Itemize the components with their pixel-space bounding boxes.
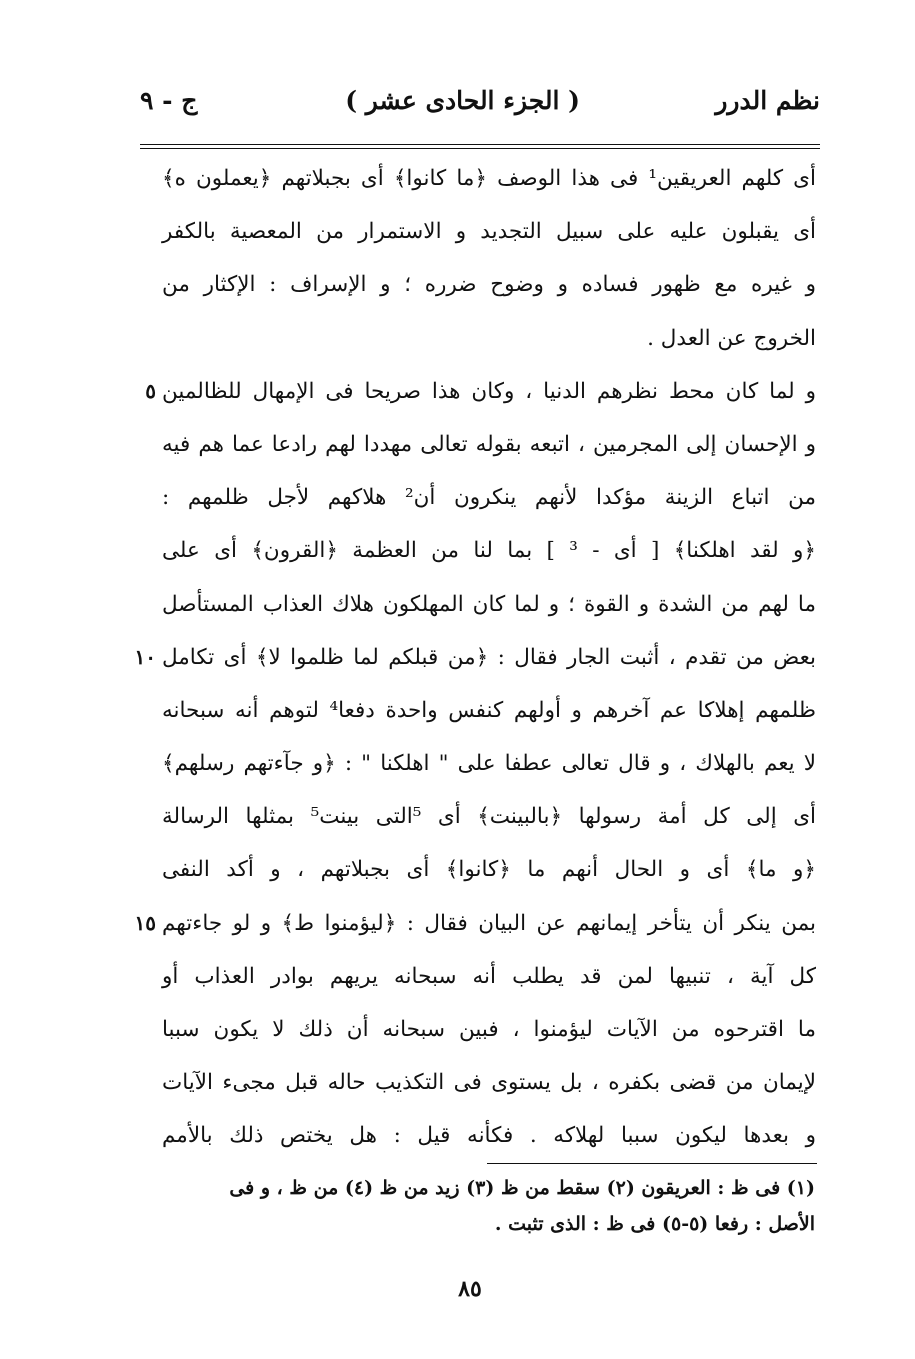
line-text: بعض من تقدم ، أثبت الجار فقال : ﴿من قبلكم لما ظلموا لا﴾ أى تكامل	[162, 644, 816, 670]
footnote-line: (١) فى ظ : العريقون (٢) سقط من ظ (٣) زيد من ظ (٤) من ظ ، و فى	[229, 1177, 815, 1199]
text-line	[134, 631, 816, 684]
line-text: ﴿و ما﴾ أى و الحال أنهم ما ﴿كانوا﴾ أى بجبلاتهم ، و أكد النفى	[162, 857, 816, 883]
line-text: لإيمان من قضى بكفره ، بل يستوى فى التكذيب حاله قبل مجىء الآيات	[162, 1070, 816, 1096]
line-text: ما لهم من الشدة و القوة ؛ و لما كان المهلكون هلاك العذاب المستأصل	[162, 591, 816, 617]
line-text: و بعدها ليكون سببا لهلاكه . فكأنه قيل : هل يختص ذلك بالأمم	[162, 1123, 816, 1149]
line-text: ﴿و لقد اهلكنا﴾ [ أى - ³ ] بما لنا من العظمة ﴿القرون﴾ أى على	[162, 538, 816, 564]
line-text: كل آية ، تنبيها لمن قد يطلب أنه سبحانه يريهم بوادر العذاب أو	[162, 963, 816, 989]
line-text: من اتباع الزينة مؤكدا لأنهم ينكرون أن² هلاكهم لأجل ظلمهم :	[162, 485, 816, 511]
running-header	[140, 86, 820, 126]
text-line	[145, 365, 816, 418]
text-line	[162, 471, 816, 524]
header-rule-inner	[140, 148, 820, 149]
line-text: بمن ينكر أن يتأخر إيمانهم عن البيان فقال : ﴿ليؤمنوا ط﴾ و لو جاءتهم	[162, 910, 816, 936]
footnotes	[165, 1170, 815, 1242]
main-text	[134, 152, 816, 1163]
text-line	[162, 790, 816, 843]
line-text: و لما كان محط نظرهم الدنيا ، وكان هذا صريحا فى الإمهال للظالمين	[162, 378, 816, 404]
text-line	[162, 684, 816, 737]
text-line	[162, 205, 816, 258]
text-line	[162, 1003, 816, 1056]
text-line	[162, 1056, 816, 1109]
line-number: ٥	[145, 378, 156, 403]
text-line	[162, 312, 816, 365]
line-text: ظلمهم إهلاكا عم آخرهم و أولهم كنفس واحدة دفعا⁴ لتوهم أنه سبحانه	[162, 697, 816, 723]
line-text: و غيره مع ظهور فساده و وضوح ضرره ؛ و الإسراف : الإكثار من	[162, 272, 816, 298]
text-line	[162, 737, 816, 790]
text-line	[162, 950, 816, 1003]
line-number: ١٠	[134, 644, 156, 669]
line-text: و الإحسان إلى المجرمين ، اتبعه بقوله تعالى مهددا لهم رادعا عما هم فيه	[162, 431, 816, 457]
page-number: ٨٥	[458, 1276, 482, 1302]
text-line	[162, 1109, 816, 1162]
text-line	[162, 152, 816, 205]
line-text: ما اقترحوه من الآيات ليؤمنوا ، فبين سبحانه أن ذلك لا يكون سببا	[162, 1017, 816, 1042]
part-title: ( الجزء الحادى عشر )	[345, 86, 580, 115]
text-line	[162, 524, 816, 577]
line-text: لا يعم بالهلاك ، و قال تعالى عطفا على " اهلكنا " : ﴿و جآءتهم رسلهم﴾	[162, 751, 816, 777]
footnote-line: الأصل : رفعا (٥-٥) فى ظ : الذى تثبت .	[494, 1213, 815, 1235]
text-line	[134, 897, 816, 950]
line-number: ١٥	[134, 910, 156, 935]
line-text: أى كلهم العريقين¹ فى هذا الوصف ﴿ما كانوا﴾ أى بجبلاتهم ﴿يعملون ه﴾	[162, 166, 816, 191]
text-line	[162, 843, 816, 896]
text-line	[162, 418, 816, 471]
footnote-rule	[487, 1163, 817, 1164]
text-line	[162, 578, 816, 631]
line-text: أى إلى كل أمة رسولها ﴿بالبينت﴾ أى ⁵التى بينت⁵ بمثلها الرسالة	[162, 804, 816, 830]
book-title: نظم الدرر	[715, 86, 820, 115]
header-rule	[140, 144, 820, 145]
text-line	[162, 258, 816, 311]
line-text: الخروج عن العدل .	[647, 325, 816, 351]
volume-label: ج - ٩	[140, 86, 198, 115]
line-text: أى يقبلون عليه على سبيل التجديد و الاستمرار من المعصية بالكفر	[162, 219, 816, 245]
